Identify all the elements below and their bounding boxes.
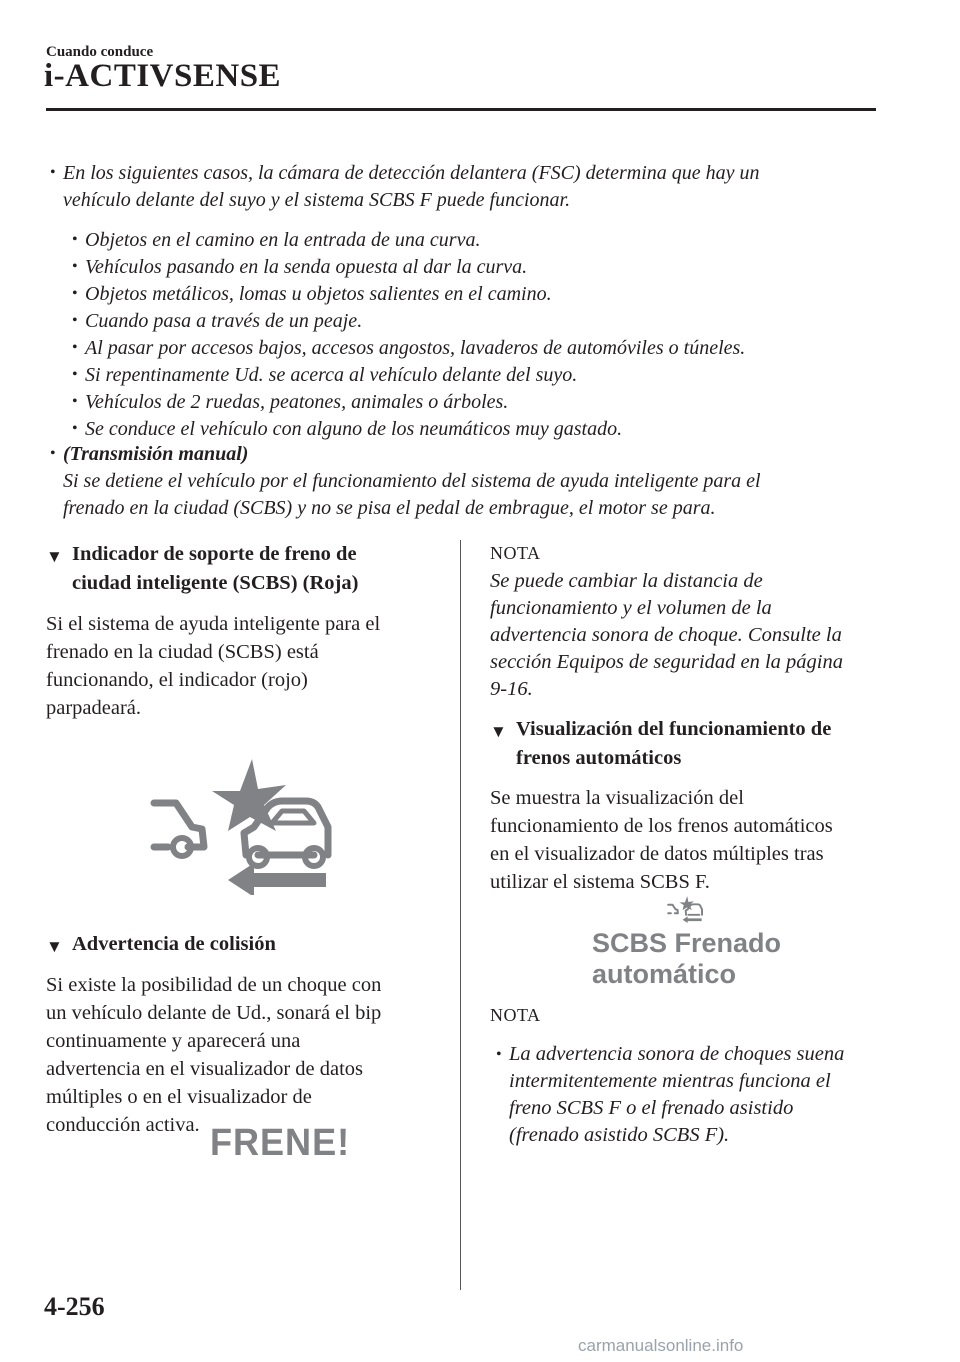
scbs-small-icon (667, 895, 703, 923)
list-item: • Se conduce el vehículo con alguno de los neumáticos muy gastado. (72, 418, 623, 440)
nota-label: NOTA (490, 543, 541, 563)
text-line: En los siguientes casos, la cámara de detección delantera (FSC) determina que hay un (63, 162, 760, 184)
list-item: • Vehículos de 2 ruedas, peatones, animales o árboles. (72, 391, 509, 413)
bullet-dot: • (50, 164, 56, 181)
manual-title: (Transmisión manual) (63, 443, 249, 465)
triangle-icon: ▼ (46, 937, 63, 956)
header-rule (46, 108, 876, 111)
triangle-icon: ▼ (490, 722, 507, 741)
page-number: 4-256 (44, 1292, 105, 1321)
text-line: vehículo delante del suyo y el sistema SCBS F puede funcionar. (63, 189, 571, 211)
list-item: • Vehículos pasando en la senda opuesta al dar la curva. (72, 256, 528, 278)
list-item: • Objetos metálicos, lomas u objetos salientes en el camino. (72, 283, 552, 305)
list-item: • Cuando pasa a través de un peaje. (72, 310, 363, 332)
chapter-title: i-ACTIVSENSE (44, 58, 282, 94)
scbs-display-text: SCBS Frenado automático (592, 928, 782, 989)
column-divider (460, 540, 461, 1290)
text-line: Si se detiene el vehículo por el funcionamiento del sistema de ayuda inteligente para el (63, 470, 761, 492)
triangle-icon: ▼ (46, 547, 63, 566)
frene-display-text: FRENE! (210, 1122, 351, 1164)
scbs-warning-icon (148, 755, 333, 895)
list-item: • Objetos en el camino en la entrada de una curva. (72, 229, 481, 251)
bullet-dot: • (496, 1046, 502, 1063)
watermark: carmanualsonline.info (578, 1336, 744, 1355)
text-line: frenado en la ciudad (SCBS) y no se pisa el pedal de embrague, el motor se para. (63, 497, 716, 519)
nota-label: NOTA (490, 1005, 541, 1025)
list-item: • Si repentinamente Ud. se acerca al vehículo delante del suyo. (72, 364, 578, 386)
section-label: Cuando conduce (46, 44, 154, 60)
list-item: • Al pasar por accesos bajos, accesos angostos, lavaderos de automóviles o túneles. (72, 337, 746, 359)
